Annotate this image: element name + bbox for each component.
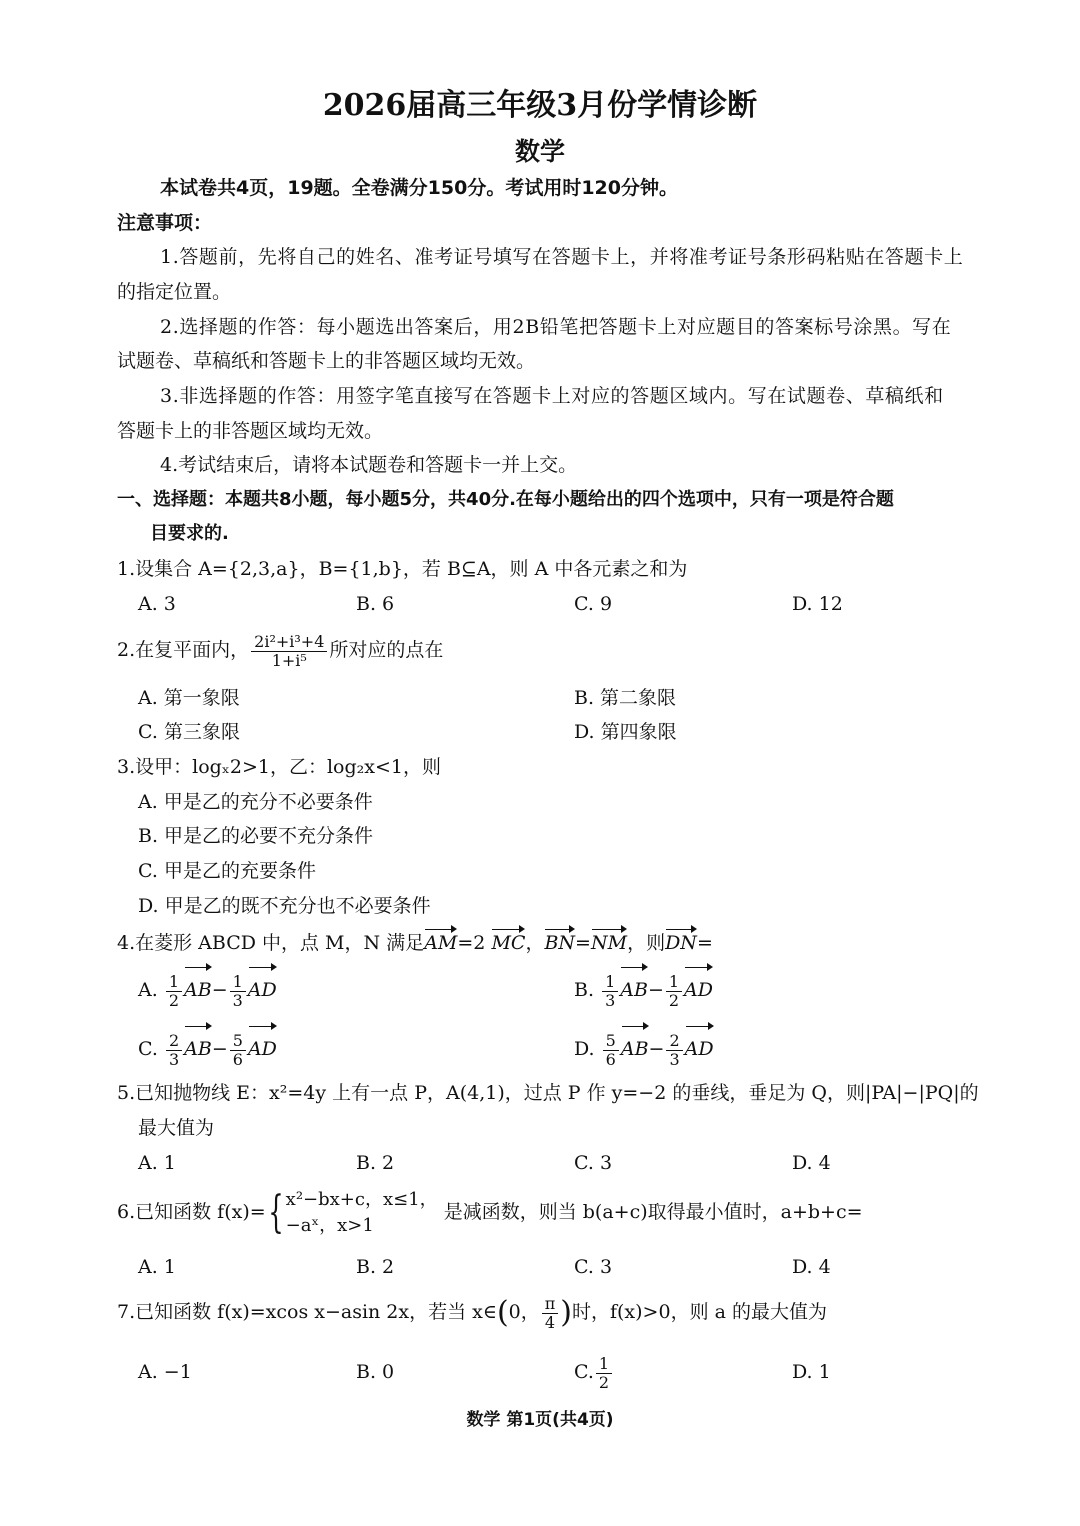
interval-start: 0，: [508, 1301, 540, 1323]
vector-ad: AD: [684, 964, 713, 1012]
question-7-suffix: 时，f(x)>0，则 a 的最大值为: [571, 1301, 827, 1323]
minus-sign: −: [647, 979, 664, 1001]
question-6-prefix: 6.已知函数 f(x)=: [117, 1201, 266, 1223]
case-line: x²−bx+c，x≤1，: [285, 1189, 438, 1210]
fraction-denominator: 3: [605, 990, 616, 1010]
fraction-denominator: 2: [598, 1372, 610, 1392]
fraction-denominator: 1+i⁵: [271, 650, 307, 670]
fraction-numerator: 1: [596, 1355, 612, 1374]
option-fraction: [596, 1355, 612, 1392]
coefficient-fraction: [166, 973, 182, 1010]
coefficient-fraction: [666, 973, 682, 1010]
question-3-option: A. 甲是乙的充分不必要条件: [138, 791, 373, 813]
question-5-option: B. 2: [356, 1152, 395, 1174]
section-heading: 一、选择题：本题共8小题，每小题5分，共40分.在每小题给出的四个选项中，只有一项是符合题: [117, 489, 894, 510]
vector-dn: DN: [665, 926, 697, 956]
right-paren: ): [560, 1295, 572, 1330]
option-label: C.: [574, 1361, 594, 1383]
question-5-option: A. 1: [138, 1152, 176, 1174]
question-2-option: A. 第一象限: [138, 687, 240, 709]
minus-sign: −: [211, 979, 228, 1001]
fraction-denominator: 3: [669, 1049, 680, 1069]
question-4-option-d: [574, 1023, 714, 1071]
fraction-numerator: 5: [603, 1032, 619, 1051]
question-7-option: B. 0: [356, 1361, 395, 1383]
fraction-numerator: 5: [230, 1032, 246, 1051]
question-6-option: D. 4: [792, 1256, 831, 1278]
question-1-stem: 1.设集合 A={2,3,a}，B={1,b}，若 B⊆A，则 A 中各元素之和为: [117, 558, 688, 580]
fraction-numerator: 2: [166, 1032, 182, 1051]
question-2-prefix: 2.在复平面内，: [117, 639, 250, 661]
fraction-numerator: 2: [666, 1032, 682, 1051]
question-5-stem-cont: 最大值为: [138, 1117, 215, 1139]
question-2-stem: [117, 628, 443, 672]
question-1-option: D. 12: [792, 593, 843, 615]
question-5-option: C. 3: [574, 1152, 613, 1174]
vector-ad: AD: [685, 1023, 714, 1071]
fraction-denominator: 3: [168, 1049, 180, 1069]
question-7-option-c: [574, 1350, 614, 1394]
vector-ab: AB: [184, 1023, 212, 1071]
section-heading-cont: 目要求的.: [150, 523, 229, 544]
subject-title: 数学: [514, 137, 565, 166]
equals-sign: =2: [457, 932, 486, 954]
question-3-stem: 3.设甲：logₓ2>1，乙：log₂x<1，则: [117, 756, 441, 778]
question-4-option-c: [138, 1023, 277, 1071]
question-6-option: B. 2: [356, 1256, 395, 1278]
fraction-numerator: 1: [602, 973, 618, 992]
fraction-numerator: 1: [230, 973, 246, 992]
question-1-option: A. 3: [138, 593, 176, 615]
notice-line: 试题卷、草稿纸和答题卡上的非答题区域均无效。: [117, 350, 536, 372]
vector-ad: AD: [248, 1023, 277, 1071]
coefficient-fraction: [230, 973, 246, 1010]
option-label: A.: [138, 979, 158, 1001]
question-6-option: A. 1: [138, 1256, 176, 1278]
coefficient-fraction: [230, 1032, 246, 1069]
separator: ，: [525, 932, 545, 954]
notice-line: 答题卡上的非答题区域均无效。: [117, 420, 384, 442]
question-3-option: B. 甲是乙的必要不充分条件: [138, 825, 374, 847]
exam-title: 2026届高三年级3月份学情诊断: [322, 88, 758, 123]
piecewise-cases: [286, 1187, 438, 1239]
question-5-stem: 5.已知抛物线 E：x²=4y 上有一点 P，A(4,1)，过点 P 作 y=−2 的垂线，垂足为 Q，则|PA|−|PQ|的: [117, 1082, 979, 1104]
question-6-option: C. 3: [574, 1256, 613, 1278]
question-4-option-b: [574, 964, 713, 1012]
fraction-numerator: 1: [666, 973, 682, 992]
option-label: D.: [574, 1038, 595, 1060]
fraction-numerator: 1: [166, 973, 182, 992]
coefficient-fraction: [603, 1032, 619, 1069]
question-3-option: C. 甲是乙的充要条件: [138, 860, 316, 882]
vector-mc: MC: [491, 926, 525, 956]
fraction-denominator: 2: [668, 990, 680, 1010]
fraction-numerator: 2i²+i³+4: [251, 633, 327, 652]
question-1-option: B. 6: [356, 593, 395, 615]
question-7-option: A. −1: [138, 1361, 192, 1383]
coefficient-fraction: [666, 1032, 682, 1069]
fraction-denominator: 6: [605, 1049, 616, 1069]
notice-line: 3.非选择题的作答：用签字笔直接写在答题卡上对应的答题区域内。写在试题卷、草稿纸和: [160, 385, 944, 407]
vector-bn: BN: [544, 926, 575, 956]
vector-ab: AB: [620, 964, 648, 1012]
option-label: C.: [138, 1038, 158, 1060]
vector-nm: NM: [591, 926, 627, 956]
question-4-stem: [117, 926, 713, 956]
fraction-denominator: 3: [232, 990, 243, 1010]
notice-line: 的指定位置。: [117, 281, 232, 303]
question-4-prefix: 4.在菱形 ABCD 中，点 M，N 满足: [117, 932, 425, 954]
vector-am: AM: [424, 926, 457, 956]
fraction-numerator: π: [542, 1295, 559, 1314]
question-1-option: C. 9: [574, 593, 613, 615]
question-6-suffix: 是减函数，则当 b(a+c)取得最小值时，a+b+c=: [443, 1201, 863, 1223]
question-6-stem: [117, 1183, 863, 1241]
case-line: −aˣ，x>1: [285, 1215, 374, 1236]
vector-ab: AB: [621, 1023, 649, 1071]
notice-line: 2.选择题的作答：每小题选出答案后，用2B铅笔把答题卡上对应题目的答案标号涂黑。写在: [160, 316, 952, 338]
question-2-fraction: [251, 633, 327, 670]
left-paren: (: [496, 1295, 509, 1330]
question-2-suffix: 所对应的点在: [329, 639, 444, 661]
question-2-option: B. 第二象限: [574, 687, 677, 709]
minus-sign: −: [648, 1038, 665, 1060]
equals-sign: =: [575, 932, 591, 954]
question-2-option: D. 第四象限: [574, 721, 677, 743]
question-7-prefix: 7.已知函数 f(x)=xcos x−asin 2x，若当 x∈: [117, 1301, 497, 1323]
fraction-denominator: 4: [544, 1312, 556, 1332]
brace-icon: {: [267, 1187, 284, 1238]
coefficient-fraction: [166, 1032, 182, 1069]
notice-heading: 注意事项：: [117, 212, 213, 234]
question-2-option: C. 第三象限: [138, 721, 240, 743]
option-label: B.: [574, 979, 595, 1001]
pi-fraction: [542, 1295, 559, 1332]
notice-line: 1.答题前，先将自己的姓名、准考证号填写在答题卡上，并将准考证号条形码粘贴在答题卡上: [160, 246, 964, 268]
question-7-stem: [117, 1290, 827, 1335]
page-footer: 数学 第1页(共4页): [466, 1410, 614, 1430]
vector-ab: AB: [184, 964, 212, 1012]
question-4-option-a: [138, 964, 277, 1012]
notice-line: 4.考试结束后，请将本试题卷和答题卡一并上交。: [160, 454, 578, 476]
question-3-option: D. 甲是乙的既不充分也不必要条件: [138, 895, 431, 917]
fraction-denominator: 2: [168, 990, 179, 1010]
coefficient-fraction: [602, 973, 618, 1010]
equals-sign: =: [696, 932, 713, 954]
vector-ad: AD: [248, 964, 277, 1012]
then-text: ，则: [627, 932, 666, 954]
minus-sign: −: [211, 1038, 228, 1060]
fraction-denominator: 6: [232, 1049, 243, 1069]
question-7-option: D. 1: [792, 1361, 831, 1383]
exam-info: 本试卷共4页，19题。全卷满分150分。考试用时120分钟。: [160, 177, 678, 199]
question-5-option: D. 4: [792, 1152, 831, 1174]
